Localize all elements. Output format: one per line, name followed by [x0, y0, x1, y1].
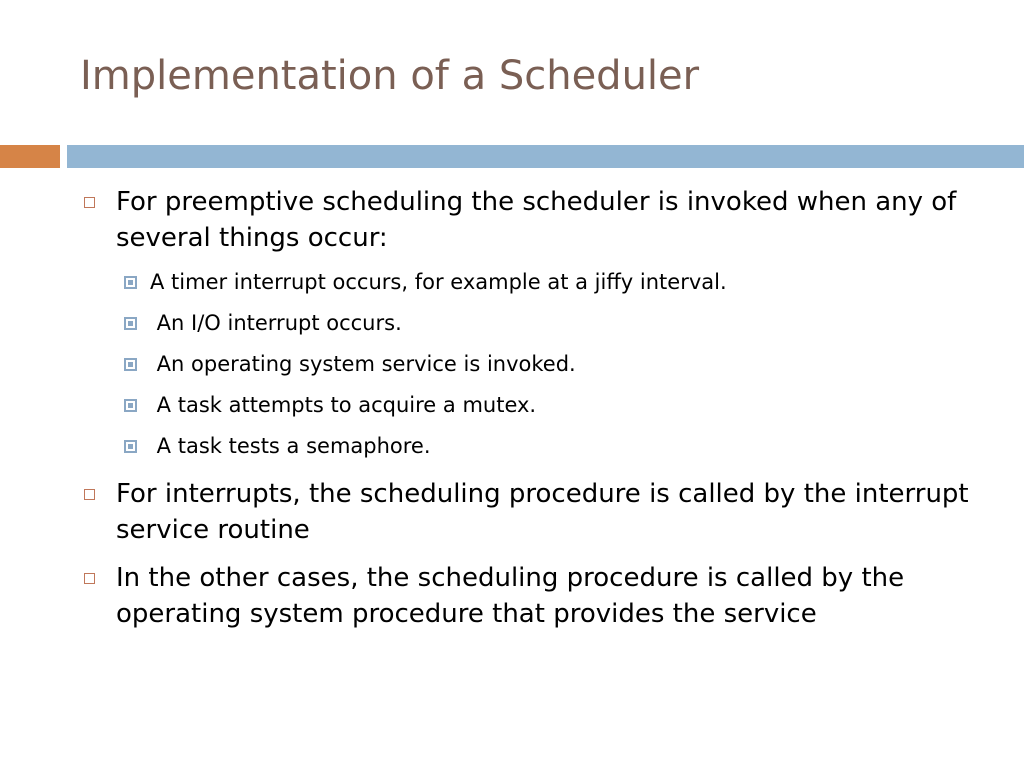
slide-title: Implementation of a Scheduler	[80, 53, 700, 99]
hollow-square-bullet-icon	[84, 489, 95, 500]
accent-bar-blue	[67, 145, 1024, 168]
sub-bullet-item	[124, 392, 536, 418]
square-bullet-icon	[124, 399, 137, 412]
sub-bullet-text: A task attempts to acquire a mutex.	[150, 393, 537, 417]
sub-bullet-item	[124, 269, 727, 295]
sub-bullet-item	[124, 310, 402, 336]
hollow-square-bullet-icon	[84, 573, 95, 584]
bullet-text: For preemptive scheduling the scheduler is invoked when any of several things occur:	[116, 187, 957, 253]
bullet-item	[80, 560, 996, 632]
bullet-item	[80, 476, 996, 548]
bullet-item	[80, 184, 996, 256]
accent-bar-orange	[0, 145, 60, 168]
sub-bullet-item	[124, 351, 576, 377]
sub-bullet-text: A timer interrupt occurs, for example at a jiffy interval.	[150, 270, 727, 294]
hollow-square-bullet-icon	[84, 197, 95, 208]
bullet-text: In the other cases, the scheduling procedure is called by the operating system procedure that provides the service	[116, 563, 905, 629]
square-bullet-icon	[124, 358, 137, 371]
sub-bullet-text: An I/O interrupt occurs.	[150, 311, 402, 335]
square-bullet-icon	[124, 317, 137, 330]
sub-bullet-text: An operating system service is invoked.	[150, 352, 576, 376]
square-bullet-icon	[124, 440, 137, 453]
bullet-text: For interrupts, the scheduling procedure is called by the interrupt service routine	[116, 479, 969, 545]
square-bullet-icon	[124, 276, 137, 289]
sub-bullet-text: A task tests a semaphore.	[150, 434, 431, 458]
sub-bullet-item	[124, 433, 431, 459]
